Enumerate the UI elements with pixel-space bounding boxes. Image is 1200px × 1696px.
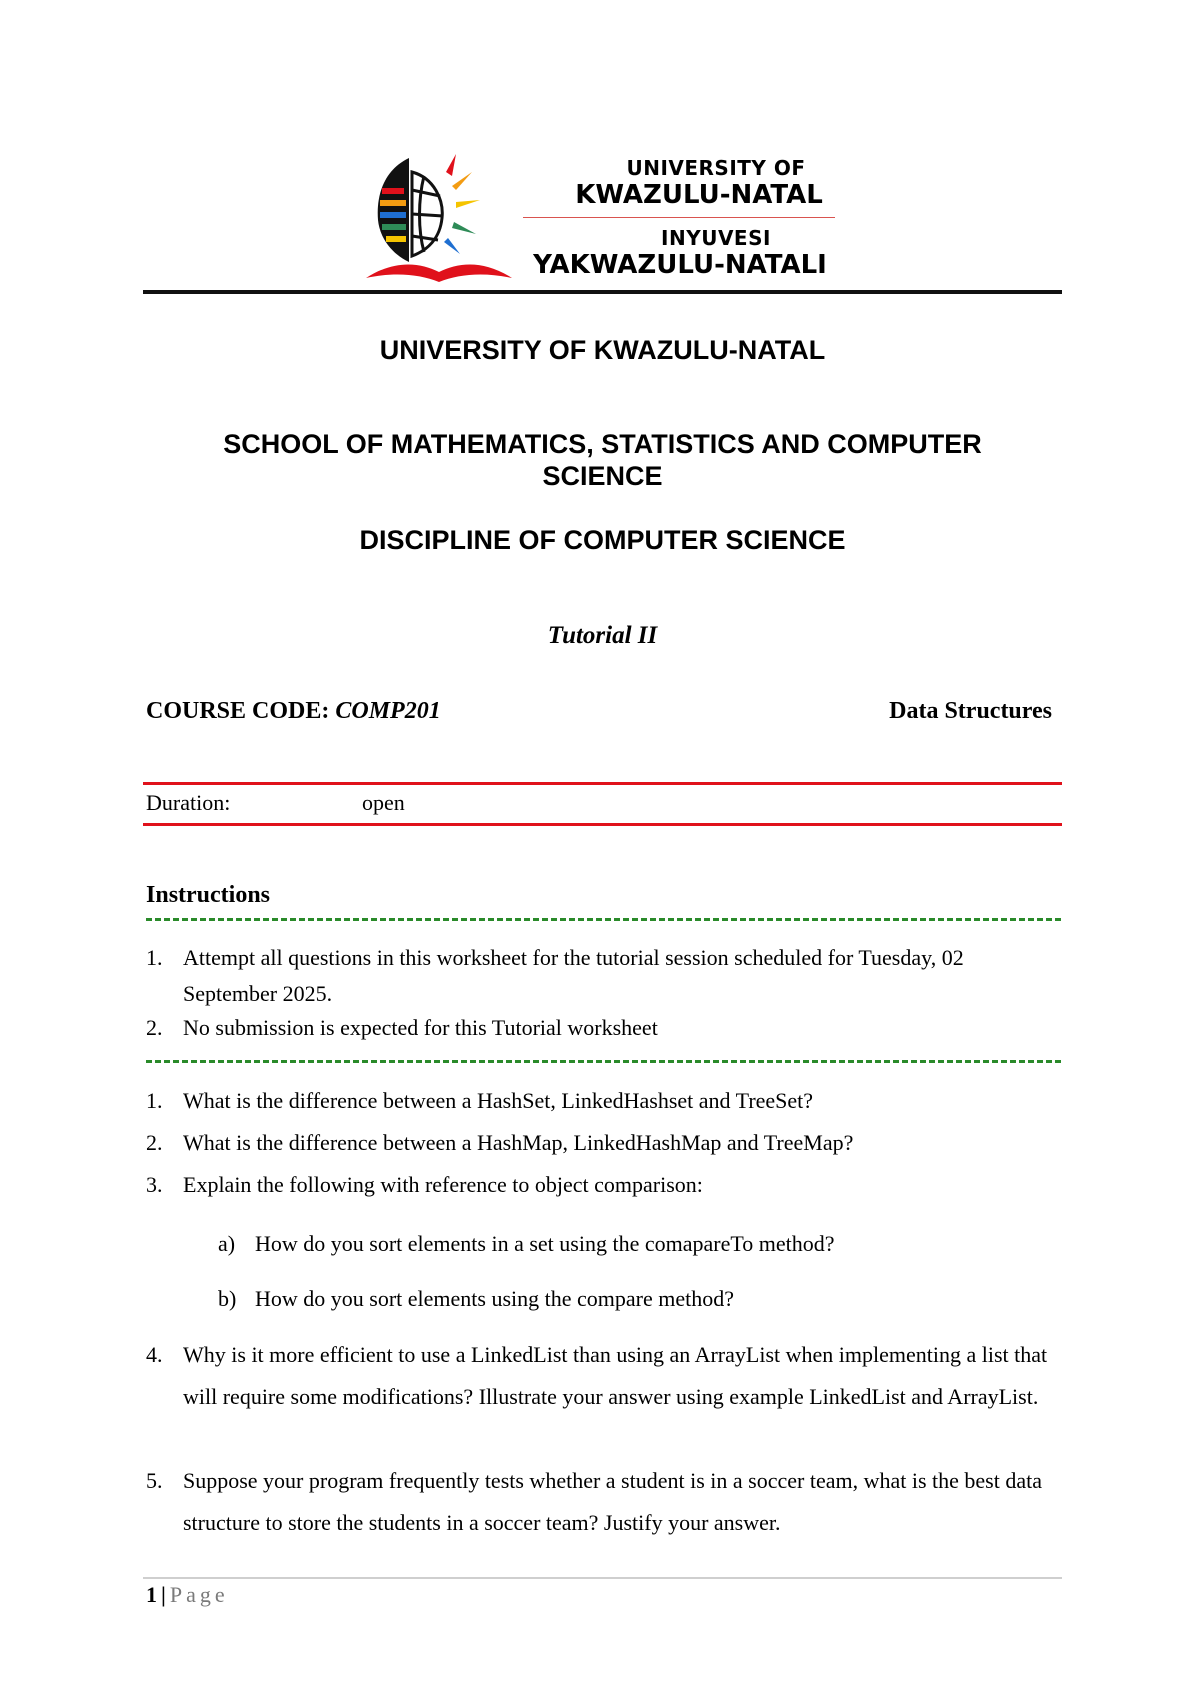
instruction-text: Attempt all questions in this worksheet for the tutorial session scheduled for Tuesday, 02 September 2025. <box>183 945 964 1006</box>
sub-question-text: How do you sort elements in a set using the comapareTo method? <box>255 1231 835 1256</box>
instruction-item <box>146 940 1066 1012</box>
page-number: 1 <box>146 1582 157 1607</box>
duration-bottom-rule <box>143 823 1062 826</box>
instructions-top-dashed-rule <box>146 918 1061 921</box>
question-item <box>146 1460 1066 1544</box>
university-title: UNIVERSITY OF KWAZULU-NATAL <box>379 335 826 365</box>
instructions-heading: Instructions <box>146 882 271 908</box>
sub-question-label: b) <box>218 1286 237 1311</box>
course-code <box>146 698 441 725</box>
question-text: What is the difference between a HashSet, LinkedHashset and TreeSet? <box>183 1088 814 1113</box>
university-logo-emblem <box>364 150 514 288</box>
instruction-text: No submission is expected for this Tutorial worksheet <box>183 1015 658 1040</box>
logo-text-university-of: UNIVERSITY OF <box>626 156 806 180</box>
duration-label: Duration: <box>146 790 231 815</box>
page-separator: | <box>161 1582 166 1607</box>
question-text: Suppose your program frequently tests whether a student is in a soccer team, what is the best data structure to store the students in a soccer team? Justify your answer. <box>183 1468 1042 1535</box>
question-number: 4. <box>146 1342 163 1367</box>
school-title: SCHOOL OF MATHEMATICS, STATISTICS AND COMPUTER SCIENCE <box>223 429 982 491</box>
question-text: Explain the following with reference to object comparison: <box>183 1172 703 1197</box>
discipline-title: DISCIPLINE OF COMPUTER SCIENCE <box>359 525 846 555</box>
instructions-bottom-dashed-rule <box>146 1060 1061 1063</box>
question-item <box>146 1334 1066 1460</box>
duration-top-rule <box>143 782 1062 785</box>
duration-value: open <box>362 790 405 815</box>
instruction-number: 1. <box>146 945 163 970</box>
question-number: 3. <box>146 1172 163 1197</box>
logo-text-inyuvesi: INYUVESI <box>661 226 771 250</box>
page-label: Page <box>169 1582 229 1607</box>
logo-divider <box>523 217 835 218</box>
question-number: 1. <box>146 1088 163 1113</box>
page-footer <box>146 1582 229 1608</box>
footer-divider <box>143 1577 1062 1579</box>
question-number: 5. <box>146 1468 163 1493</box>
tutorial-title: Tutorial II <box>547 622 658 649</box>
course-code-label: COURSE CODE: <box>146 698 336 724</box>
course-title: Data Structures <box>889 698 1052 724</box>
instruction-number: 2. <box>146 1015 163 1040</box>
logo-text-yakwazulu-natali: YAKWAZULU-NATALI <box>533 250 827 280</box>
instruction-item <box>146 1010 1066 1046</box>
sub-question-label: a) <box>218 1231 236 1256</box>
sub-question-text: How do you sort elements using the compare method? <box>255 1286 735 1311</box>
header-divider <box>143 290 1062 294</box>
logo-text-kwazulu-natal: KWAZULU-NATAL <box>575 180 823 210</box>
question-text: Why is it more efficient to use a LinkedList than using an ArrayList when implementing a list that will require some modifications? Illustrate your answer using example LinkedList and ArrayList. <box>183 1342 1048 1409</box>
course-code-value: COMP201 <box>335 698 441 724</box>
question-text: What is the difference between a HashMap, LinkedHashMap and TreeMap? <box>183 1130 854 1155</box>
question-number: 2. <box>146 1130 163 1155</box>
